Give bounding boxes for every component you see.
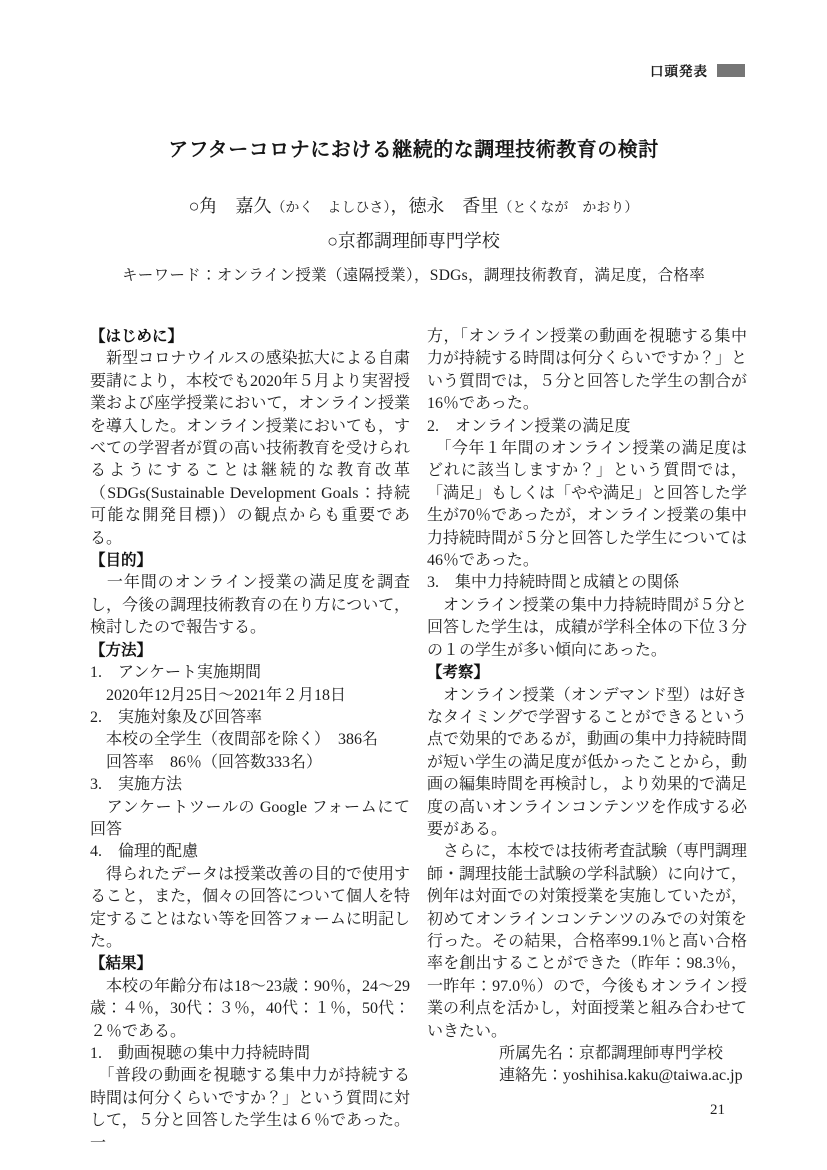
section-heading: 【結果】 [90,955,153,973]
author-name: ， [390,196,409,216]
section-heading: 【はじめに】 [90,328,184,345]
text-block: 「今年１年間のオンライン授業の満足度はどれに該当しますか？」という質問では，「満足」もしくは「やや満足」と回答した学生が70％であったが，オンライン授業の集中力持続時間が５分と回答した学生については46％であった。 [427,440,748,570]
text-block: 3. 実施方法 [90,776,183,794]
body-columns [90,326,747,1155]
text-block: 4. 倫理的配慮 [90,843,199,861]
text-block: 一年間のオンライン授業の満足度を調査し，今後の調理技術教育の在り方について，検討したので報告する。 [90,574,410,637]
text-block: 2020年12月25日～2021年２月18日 [90,686,347,704]
text-block: 本校の全学生（夜間部を除く） 386名 [90,731,379,749]
text-block: オンライン授業の集中力持続時間が５分と回答した学生は，成績が学科全体の下位３分の１の学生が多い傾向にあった。 [427,596,748,659]
author-reading: （とくなが かおり） [498,201,639,216]
text-block: 1. 動画視聴の集中力持続時間 [90,1045,311,1062]
text-block: 得られたデータは授業改善の目的で使用すること，また，個々の回答について個人を特定することはない等を回答フォームに明記した。 [90,865,411,950]
presentation-type-label: 口頭発表 [650,64,708,79]
text-block: 回答率 86％（回答数333名） [90,753,323,771]
section-heading: 【考察】 [427,664,490,682]
text-block: 新型コロナウイルスの感染拡大による自粛要請により，本校でも2020年５月より実習授業および座学授業において，オンライン授業を導入した。オンライン授業においても，すべての学習者が質の高い技術教育を受けられるようにすることは継続的な教育改革（SDGs(Sustainable Development Goals：持続可能な開発目標)）の観点からも重要である。 [90,350,411,547]
text-block: 1. アンケート実施期間 [90,664,262,682]
author-name: ○角 嘉久 [188,196,272,216]
section-heading: 【目的】 [90,552,153,570]
page-header [650,60,745,80]
page-number: 21 [710,1102,725,1118]
left-column [90,326,410,1155]
author-name: 徳永 香里 [408,196,499,216]
text-block: オンライン授業（オンデマンド型）は好きなタイミングで学習することができるという点で効果的であるが，動画の集中力持続時間が短い学生の満足度が低かったことから，動画の編集時間を再検討し，より効果的で満足度の高いオンラインコンテンツを作成する必要がある。 [427,686,748,838]
text-block: 方，「オンライン授業の動画を視聴する集中力が持続する時間は何分くらいですか？」という質問では，５分と回答した学生の割合が16％であった。 [427,328,748,413]
contact-line: 連絡先：yoshihisa.kaku@taiwa.ac.jp [499,1067,743,1085]
text-block: アンケートツールの Google フォームにて回答 [90,798,410,838]
text-block: 2. オンライン授業の満足度 [427,417,631,435]
author-reading: （かく よしひさ） [271,201,391,216]
text-block: さらに，本校では技術考査試験（専門調理師・調理技能士試験の学科試験）に向けて，例年は対面での対策授業を実施していたが，初めてオンラインコンテンツのみでの対策を行った。その結果，合格率99.1％と高い合格率を創出することができた（昨年：98.3％，一昨年：97.0％）ので，今後もオンライン授業の利点を活かし，対面授業と組み合わせていきたい。 [427,843,748,1040]
text-block: 本校の年齢分布は18～23歳：90％，24～29歳：４％，30代：３％，40代：１％，50代：２％である。 [90,977,411,1040]
keywords-line: キーワード：オンライン授業（遠隔授業），SDGs，調理技術教育，満足度，合格率 [121,267,706,284]
affiliation-line: ○京都調理師専門学校 [327,231,500,251]
paper-title: アフターコロナにおける継続的な調理技術教育の検討 [168,139,659,161]
text-block: 2. 実施対象及び回答率 [90,708,263,726]
header-gray-box [717,64,745,77]
contact-line: 所属先名：京都調理師専門学校 [499,1045,724,1062]
right-column [427,326,747,1155]
authors-line [0,192,827,218]
section-heading: 【方法】 [90,641,153,659]
text-block: 「普段の動画を視聴する集中力が持続する時間は何分くらいですか？」という質問に対して，５分と回答した学生は６％であった。一 [90,1067,411,1152]
text-block: 3. 集中力持続時間と成績との関係 [427,574,680,592]
